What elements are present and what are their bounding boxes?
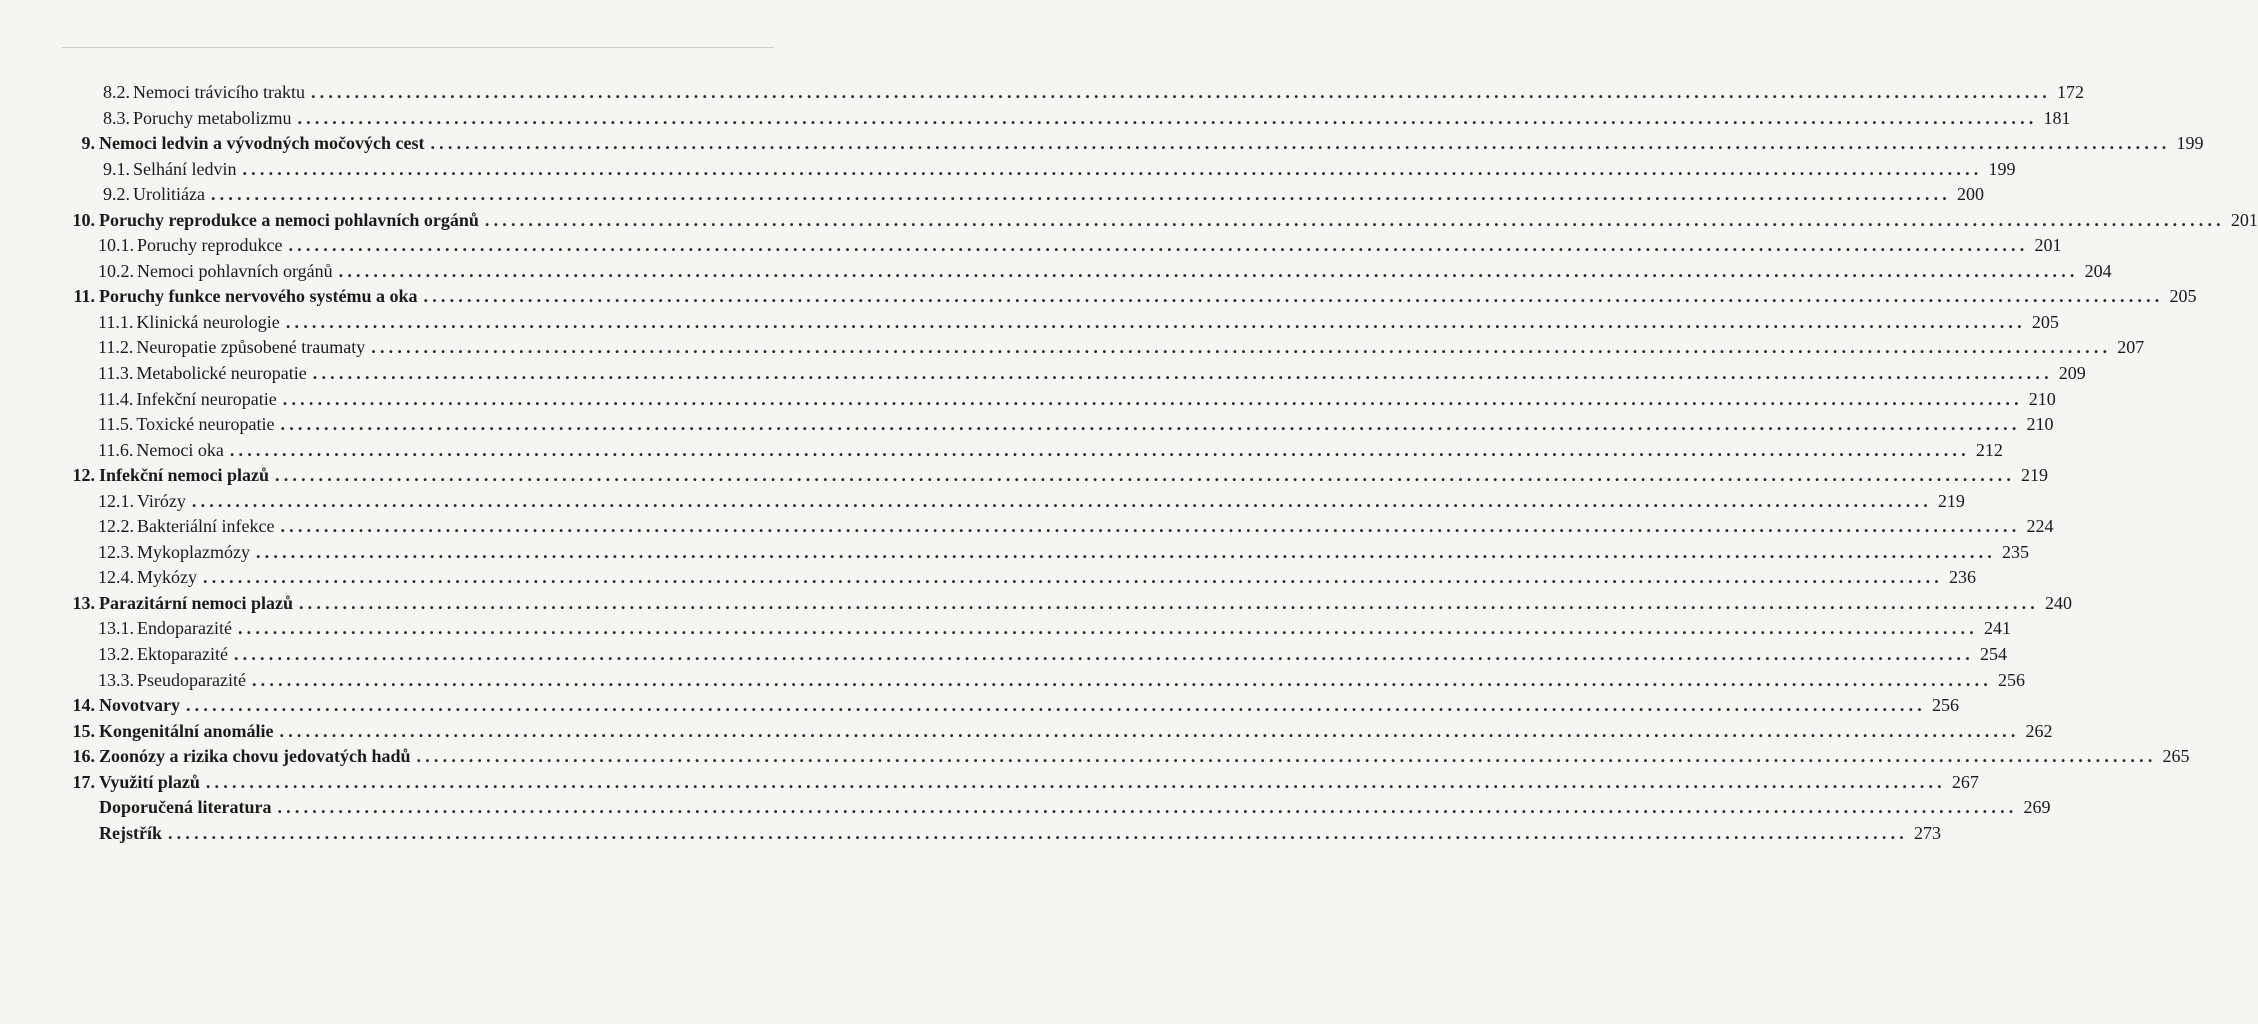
toc-page-number: 181 xyxy=(2043,107,2071,128)
dot-leader: ........................................................................................................................................................................................................ xyxy=(203,567,1943,588)
toc-chapter-row xyxy=(62,821,1941,847)
toc-entry-title: Pseudoparazité xyxy=(137,669,246,690)
toc-entry-title: Infekční nemoci plazů xyxy=(99,465,270,486)
toc-subsection-row xyxy=(62,668,2025,694)
toc-entry-title: Mykózy xyxy=(137,567,197,588)
toc-page-number: 207 xyxy=(2117,337,2145,358)
header-rule xyxy=(62,47,774,48)
toc-page-number: 199 xyxy=(1988,158,2016,179)
toc-subsection-row xyxy=(62,540,2029,566)
toc-subsection-row xyxy=(62,335,2145,361)
toc-subsection-row xyxy=(62,233,2062,259)
toc-page-number: 236 xyxy=(1949,567,1976,588)
dot-leader: ........................................................................................................................................................................................................ xyxy=(285,311,2026,332)
table-of-contents xyxy=(62,80,2258,846)
toc-entry-title: Rejstřík xyxy=(99,822,162,843)
toc-page-number: 235 xyxy=(2001,541,2029,562)
toc-entry-number: 11.1. xyxy=(98,311,134,332)
dot-leader: ........................................................................................................................................................................................................ xyxy=(298,592,2039,613)
toc-entry-number: 12.4. xyxy=(98,567,134,588)
toc-page-number: 256 xyxy=(1997,669,2025,690)
dot-leader: ........................................................................................................................................................................................................ xyxy=(371,337,2112,358)
toc-page-number: 262 xyxy=(2025,720,2053,741)
toc-page-number: 273 xyxy=(1913,822,1941,843)
toc-entry-title: Endoparazité xyxy=(137,618,232,639)
toc-entry-title: Nemoci oka xyxy=(136,439,224,460)
toc-entry-number: 8.2. xyxy=(103,82,130,102)
toc-entry-number: 17. xyxy=(72,771,95,792)
toc-entry-number: 11.2. xyxy=(98,337,134,358)
toc-subsection-row xyxy=(62,106,2071,132)
toc-entry-title: Infekční neuropatie xyxy=(136,388,277,409)
toc-entry-number: 11.4. xyxy=(98,388,134,409)
toc-entry-number: 9.1. xyxy=(103,158,130,179)
toc-chapter-row xyxy=(62,719,2053,745)
toc-entry-number: 10. xyxy=(72,209,95,230)
toc-entry-number: 13.1. xyxy=(98,618,134,639)
toc-page-number: 267 xyxy=(1951,771,1979,792)
toc-page-number: 269 xyxy=(2023,797,2051,818)
toc-entry-title: Nemoci ledvin a vývodných močových cest xyxy=(99,133,425,154)
toc-subsection-row xyxy=(62,361,2086,387)
toc-entry-number: 12.2. xyxy=(98,516,134,537)
toc-chapter-row xyxy=(62,744,2190,770)
toc-page-number: 219 xyxy=(2021,465,2049,486)
toc-entry-number: 14. xyxy=(72,695,95,716)
toc-entry-number: 13.3. xyxy=(98,669,134,690)
toc-entry-number: 15. xyxy=(72,720,95,741)
toc-subsection-row xyxy=(62,438,2003,464)
toc-chapter-row xyxy=(62,284,2197,310)
dot-leader: ........................................................................................................................................................................................................ xyxy=(279,720,2020,741)
dot-leader: ........................................................................................................................................................................................................ xyxy=(275,465,2016,486)
toc-entry-number: 13.2. xyxy=(98,644,134,665)
toc-entry-title: Selhání ledvin xyxy=(133,158,237,179)
toc-page-number: 241 xyxy=(1983,618,2011,639)
dot-leader: ........................................................................................................................................................................................................ xyxy=(233,644,1974,665)
toc-entry-number: 10.2. xyxy=(98,260,134,281)
toc-page-number: 265 xyxy=(2162,746,2190,767)
toc-entry-title: Zoonózy a rizika chovu jedovatých hadů xyxy=(99,746,411,767)
toc-entry-number: 11.6. xyxy=(98,439,134,460)
dot-leader: ........................................................................................................................................................................................................ xyxy=(191,490,1932,511)
toc-entry-title: Neuropatie způsobené traumaty xyxy=(136,337,366,358)
dot-leader: ........................................................................................................................................................................................................ xyxy=(416,746,2157,767)
dot-leader: ........................................................................................................................................................................................................ xyxy=(280,516,2021,537)
toc-entry-title: Mykoplazmózy xyxy=(137,541,250,562)
dot-leader: ........................................................................................................................................................................................................ xyxy=(282,388,2023,409)
toc-page-number: 219 xyxy=(1937,490,1965,511)
toc-entry-title: Poruchy reprodukce xyxy=(137,235,283,256)
toc-entry-title: Poruchy reprodukce a nemoci pohlavních orgánů xyxy=(99,209,479,230)
toc-page-number: 201 xyxy=(2230,209,2258,230)
toc-subsection-row xyxy=(62,616,2011,642)
toc-entry-title: Bakteriální infekce xyxy=(137,516,275,537)
toc-subsection-row xyxy=(62,157,2016,183)
toc-chapter-row xyxy=(62,131,2204,157)
toc-entry-number: 12.3. xyxy=(98,541,134,562)
toc-entry-title: Metabolické neuropatie xyxy=(136,363,307,384)
toc-entry-title: Ektoparazité xyxy=(137,644,228,665)
toc-page-number: 224 xyxy=(2026,516,2054,537)
toc-subsection-row xyxy=(62,514,2054,540)
toc-entry-number: 11.5. xyxy=(98,414,134,435)
toc-chapter-row xyxy=(62,795,2051,821)
toc-page-number: 172 xyxy=(2056,82,2084,102)
toc-chapter-row xyxy=(62,591,2072,617)
dot-leader: ........................................................................................................................................................................................................ xyxy=(229,439,1970,460)
toc-page-number: 200 xyxy=(1956,184,1984,205)
toc-chapter-row xyxy=(62,693,1959,719)
dot-leader: ........................................................................................................................................................................................................ xyxy=(338,260,2079,281)
toc-subsection-row xyxy=(62,387,2056,413)
toc-page-number: 209 xyxy=(2058,363,2086,384)
dot-leader: ........................................................................................................................................................................................................ xyxy=(251,669,1992,690)
toc-entry-title: Nemoci trávicího traktu xyxy=(133,82,305,102)
toc-subsection-row xyxy=(62,80,2084,106)
toc-entry-title: Využití plazů xyxy=(99,771,200,792)
toc-entry-number: 16. xyxy=(72,746,95,767)
toc-entry-title: Poruchy funkce nervového systému a oka xyxy=(99,286,418,307)
dot-leader: ........................................................................................................................................................................................................ xyxy=(185,695,1926,716)
toc-page-number: 240 xyxy=(2044,592,2072,613)
toc-entry-number: 10.1. xyxy=(98,235,134,256)
toc-entry-title: Virózy xyxy=(137,490,186,511)
toc-entry-title: Kongenitální anomálie xyxy=(99,720,274,741)
toc-page-number: 205 xyxy=(2169,286,2197,307)
toc-subsection-row xyxy=(62,259,2112,285)
toc-entry-title: Poruchy metabolizmu xyxy=(133,107,292,128)
toc-subsection-row xyxy=(62,489,1965,515)
toc-entry-title: Klinická neurologie xyxy=(136,311,280,332)
toc-entry-number: 9.2. xyxy=(103,184,130,205)
toc-page-number: 210 xyxy=(2026,414,2054,435)
toc-page-number: 210 xyxy=(2028,388,2056,409)
toc-subsection-row xyxy=(62,182,1984,208)
toc-chapter-row xyxy=(62,208,2258,234)
toc-subsection-row xyxy=(62,310,2059,336)
toc-entry-title: Toxické neuropatie xyxy=(136,414,275,435)
toc-entry-number: 8.3. xyxy=(103,107,130,128)
dot-leader: ........................................................................................................................................................................................................ xyxy=(167,822,1908,843)
toc-entry-title: Nemoci pohlavních orgánů xyxy=(137,260,333,281)
toc-chapter-row xyxy=(62,463,2049,489)
toc-entry-number: 12.1. xyxy=(98,490,134,511)
dot-leader: ........................................................................................................................................................................................................ xyxy=(242,158,1983,179)
toc-entry-title: Urolitiáza xyxy=(133,184,205,205)
toc-page-number: 205 xyxy=(2031,311,2059,332)
toc-page-number: 201 xyxy=(2034,235,2062,256)
dot-leader: ........................................................................................................................................................................................................ xyxy=(210,184,1951,205)
toc-entry-title: Parazitární nemoci plazů xyxy=(99,592,293,613)
toc-page-number: 212 xyxy=(1975,439,2003,460)
dot-leader: ........................................................................................................................................................................................................ xyxy=(484,209,2225,230)
toc-subsection-row xyxy=(62,412,2054,438)
dot-leader: ........................................................................................................................................................................................................ xyxy=(255,541,1996,562)
toc-subsection-row xyxy=(62,642,2007,668)
dot-leader: ........................................................................................................................................................................................................ xyxy=(288,235,2029,256)
toc-entry-number: 9. xyxy=(81,133,95,154)
toc-page-number: 254 xyxy=(1979,644,2007,665)
dot-leader: ........................................................................................................................................................................................................ xyxy=(430,133,2171,154)
dot-leader: ........................................................................................................................................................................................................ xyxy=(280,414,2021,435)
dot-leader: ........................................................................................................................................................................................................ xyxy=(312,363,2053,384)
toc-entry-title: Novotvary xyxy=(99,695,180,716)
dot-leader: ........................................................................................................................................................................................................ xyxy=(423,286,2164,307)
toc-entry-number: 11. xyxy=(73,286,95,307)
dot-leader: ........................................................................................................................................................................................................ xyxy=(277,797,2018,818)
toc-subsection-row xyxy=(62,565,1976,591)
dot-leader: ........................................................................................................................................................................................................ xyxy=(297,107,2038,128)
toc-chapter-row xyxy=(62,770,1979,796)
toc-entry-number: 11.3. xyxy=(98,363,134,384)
toc-entry-number: 12. xyxy=(72,465,95,486)
toc-page-number: 256 xyxy=(1931,695,1959,716)
dot-leader: ........................................................................................................................................................................................................ xyxy=(237,618,1978,639)
dot-leader: ........................................................................................................................................................................................................ xyxy=(205,771,1946,792)
toc-entry-number: 13. xyxy=(72,592,95,613)
toc-entry-title: Doporučená literatura xyxy=(99,797,272,818)
toc-page-number: 199 xyxy=(2176,133,2204,154)
dot-leader: ........................................................................................................................................................................................................ xyxy=(310,82,2051,102)
toc-page-number: 204 xyxy=(2084,260,2112,281)
